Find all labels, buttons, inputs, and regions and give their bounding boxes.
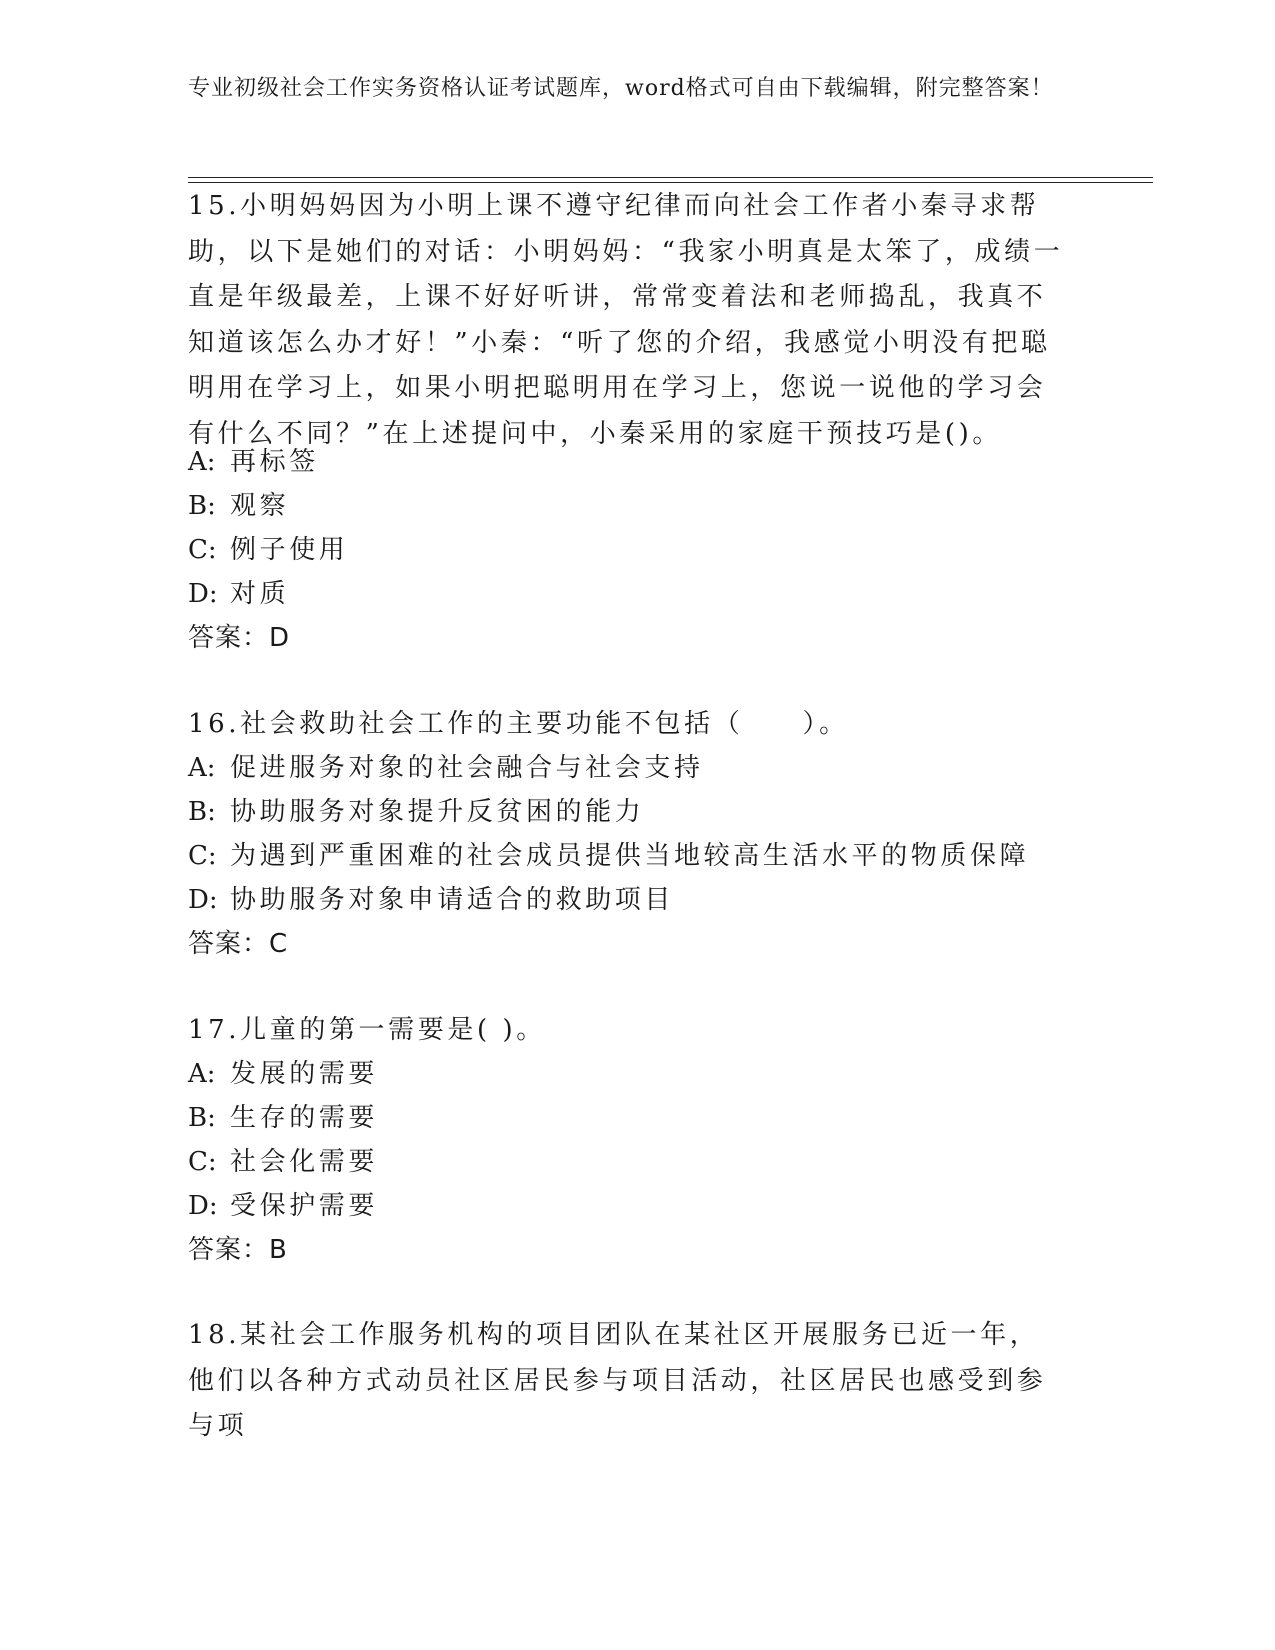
question-17-option-a [188,1052,378,1097]
question-16-option-a [188,746,704,791]
option-label: C: [188,841,217,871]
question-17-option-d [188,1184,378,1229]
option-label: A: [188,1059,216,1089]
option-text: 促进服务对象的社会融合与社会支持 [230,753,704,783]
option-label: B: [188,491,216,521]
option-label: A: [188,447,216,477]
option-text: 再标签 [230,447,319,477]
option-text: 受保护需要 [230,1191,379,1221]
question-16-option-c [188,834,1029,879]
question-15-answer: 答案：D [188,623,291,653]
question-16-answer: 答案：C [188,929,289,959]
question-18-stem: 18.某社会工作服务机构的项目团队在某社区开展服务已近一年， 他们以各种方式动员社区居民参与项目活动，社区居民也感受到参与项 [188,1320,1047,1441]
question-15-option-c [188,528,348,573]
option-label: A: [188,753,216,783]
question-16-option-d [188,878,674,923]
option-text: 例子使用 [230,535,349,565]
question-15-option-d [188,572,289,617]
header-divider-top [188,177,1153,178]
option-label: D: [188,885,218,915]
option-text: 协助服务对象提升反贫困的能力 [230,797,645,827]
document-header: 专业初级社会工作实务资格认证考试题库，word格式可自由下载编辑，附完整答案！ [188,76,1054,101]
question-15-option-b [188,484,289,529]
option-text: 生存的需要 [230,1103,379,1133]
question-17-stem: 17.儿童的第一需要是( )。 [188,1015,546,1045]
option-text: 社会化需要 [230,1147,379,1177]
question-17-option-b [188,1096,378,1141]
option-label: C: [188,1147,217,1177]
option-text: 协助服务对象申请适合的救助项目 [230,885,675,915]
header-divider-bottom [188,182,1153,183]
question-17-option-c [188,1140,378,1185]
option-label: B: [188,797,216,827]
option-text: 发展的需要 [230,1059,379,1089]
option-label: C: [188,535,217,565]
question-15-option-a [188,440,319,485]
question-16-stem: 16.社会救助社会工作的主要功能不包括（ ）。 [188,709,849,739]
question-16-option-b [188,790,644,835]
option-label: D: [188,1191,218,1221]
option-text: 观察 [230,491,290,521]
question-17-answer: 答案：B [188,1235,288,1265]
question-15-stem: 15.小明妈妈因为小明上课不遵守纪律而向社会工作者小秦寻求帮助，以下是她们的对话：小明妈妈：“我家小明真是太笨了，成绩一直是年级最差，上课不好好听讲，常常变着法和老师捣乱，我真不知道该怎么办才好！”小秦：“听了您的介绍，我感觉小明没有把聪明用在学习上，如果小明把聪明用在学习上，您说一说他的学习会有什么不同？”在上述提问中，小秦采用的家庭干预技巧是()。 [188,191,1064,449]
option-label: B: [188,1103,216,1133]
option-text: 对质 [230,579,290,609]
option-label: D: [188,579,218,609]
option-text: 为遇到严重困难的社会成员提供当地较高生活水平的物质保障 [230,841,1030,871]
